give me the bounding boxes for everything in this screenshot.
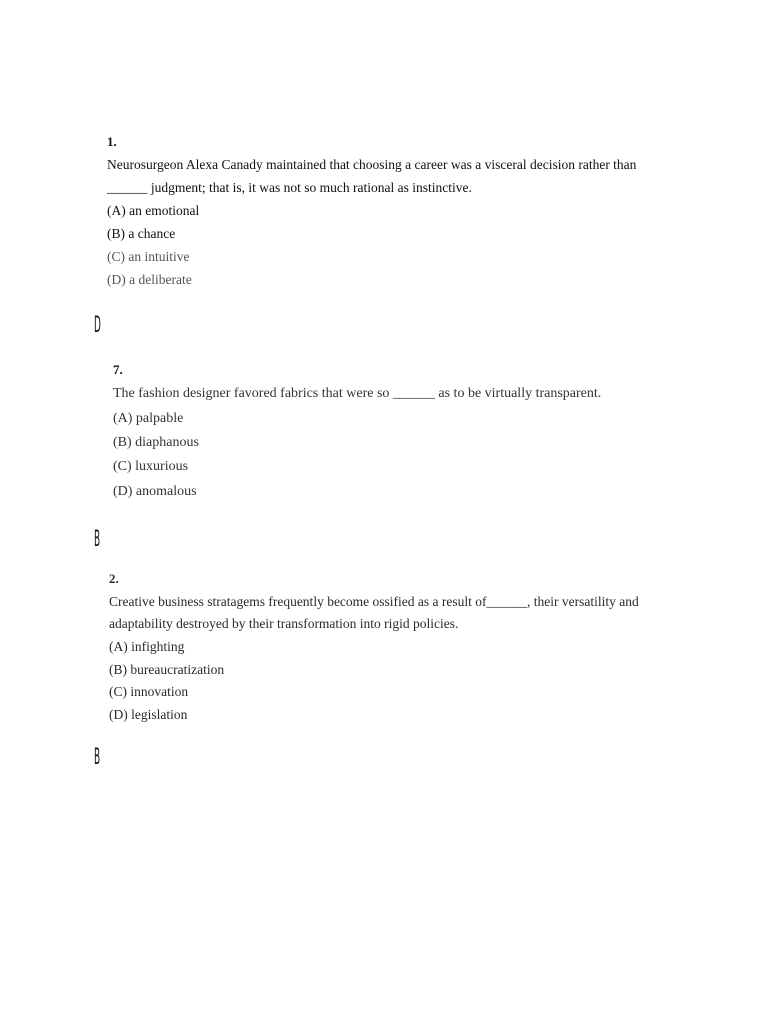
handwritten-answer-1	[94, 314, 108, 338]
question-number: 1.	[107, 134, 117, 149]
option-d: (D) anomalous	[113, 484, 197, 499]
option-c: (C) innovation	[109, 684, 189, 699]
handwritten-answer-2	[94, 528, 108, 552]
answer-letter: B	[94, 527, 101, 552]
question-text-line: Creative business stratagems frequently become ossified as a result of______, their versatility and	[109, 594, 639, 609]
answer-letter: D	[94, 313, 101, 338]
answer-letter: B	[94, 745, 101, 770]
option-d: (D) legislation	[109, 707, 188, 722]
question-number: 2.	[109, 571, 119, 586]
option-a: (A) an emotional	[107, 203, 200, 218]
option-b: (B) a chance	[107, 226, 176, 241]
option-a: (A) infighting	[109, 639, 185, 654]
question-text-line: Neurosurgeon Alexa Canady maintained that choosing a career was a visceral decision rather than	[107, 157, 637, 172]
question-text-line: adaptability destroyed by their transformation into rigid policies.	[109, 616, 459, 631]
question-text-line: ______ judgment; that is, it was not so much rational as instinctive.	[107, 180, 472, 195]
question-text-line: The fashion designer favored fabrics that were so ______ as to be virtually transparent.	[113, 386, 602, 401]
option-d: (D) a deliberate	[107, 272, 192, 287]
option-c: (C) luxurious	[113, 459, 189, 474]
question-number: 7.	[113, 362, 123, 377]
option-c: (C) an intuitive	[107, 249, 190, 264]
handwritten-answer-3	[94, 746, 108, 770]
option-a: (A) palpable	[113, 411, 184, 426]
option-b: (B) bureaucratization	[109, 662, 225, 677]
option-b: (B) diaphanous	[113, 435, 199, 450]
